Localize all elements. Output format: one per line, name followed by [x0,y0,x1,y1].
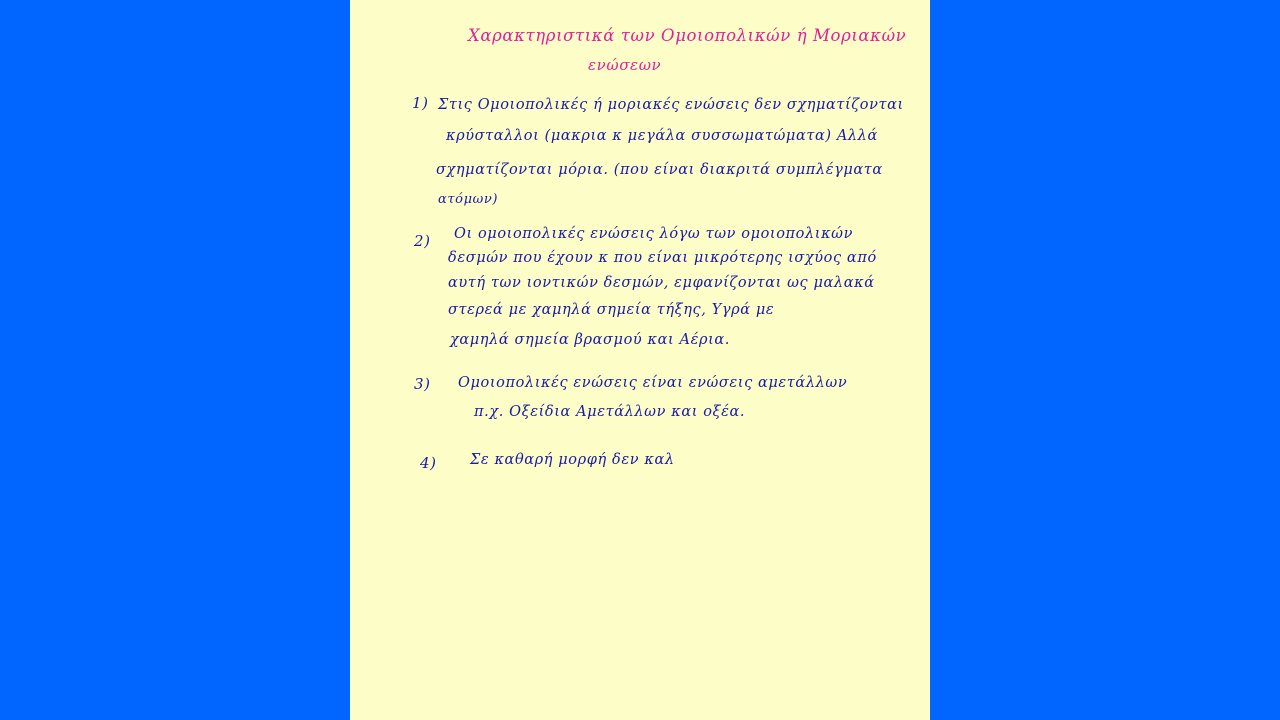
item-2-line-5: χαμηλά σημεία βρασμού και Αέρια. [450,332,730,348]
item-4-number: 4) [420,454,437,472]
item-4-line-1: Σε καθαρή μορφή δεν καλ [470,452,675,468]
item-1-number: 1) [412,94,429,112]
item-1-line-2: κρύσταλλοι (μακρια κ μεγάλα συσσωματώματα) Αλλά [446,128,878,144]
right-blue-margin [930,0,1280,720]
item-2-line-2: δεσμών που έχουν κ που είναι μικρότερης ισχύος από [448,250,877,266]
item-1-line-4: ατόμων) [438,192,499,207]
item-3-number: 3) [414,375,431,393]
page-title-line-1: Χαρακτηριστικά των Ομοιοπολικών ή Μοριακών [468,26,907,45]
item-1-line-1: Στις Ομοιοπολικές ή μοριακές ενώσεις δεν σχηματίζονται [438,97,904,113]
item-1-line-3: σχηματίζονται μόρια. (που είναι διακριτά συμπλέγματα [436,162,883,178]
page-title-line-2: ενώσεων [588,56,662,74]
item-2-line-3: αυτή των ιοντικών δεσμών, εμφανίζονται ως μαλακά [448,275,875,291]
item-3-line-1: Ομοιοπολικές ενώσεις είναι ενώσεις αμετάλλων [458,375,848,391]
notes-page [350,0,930,720]
left-blue-margin [0,0,350,720]
item-3-line-2: π.χ. Οξείδια Αμετάλλων και οξέα. [474,404,746,420]
item-2-number: 2) [414,232,431,250]
item-2-line-1: Οι ομοιοπολικές ενώσεις λόγω των ομοιοπολικών [454,226,854,242]
item-2-line-4: στερεά με χαμηλά σημεία τήξης, Υγρά με [448,302,775,318]
